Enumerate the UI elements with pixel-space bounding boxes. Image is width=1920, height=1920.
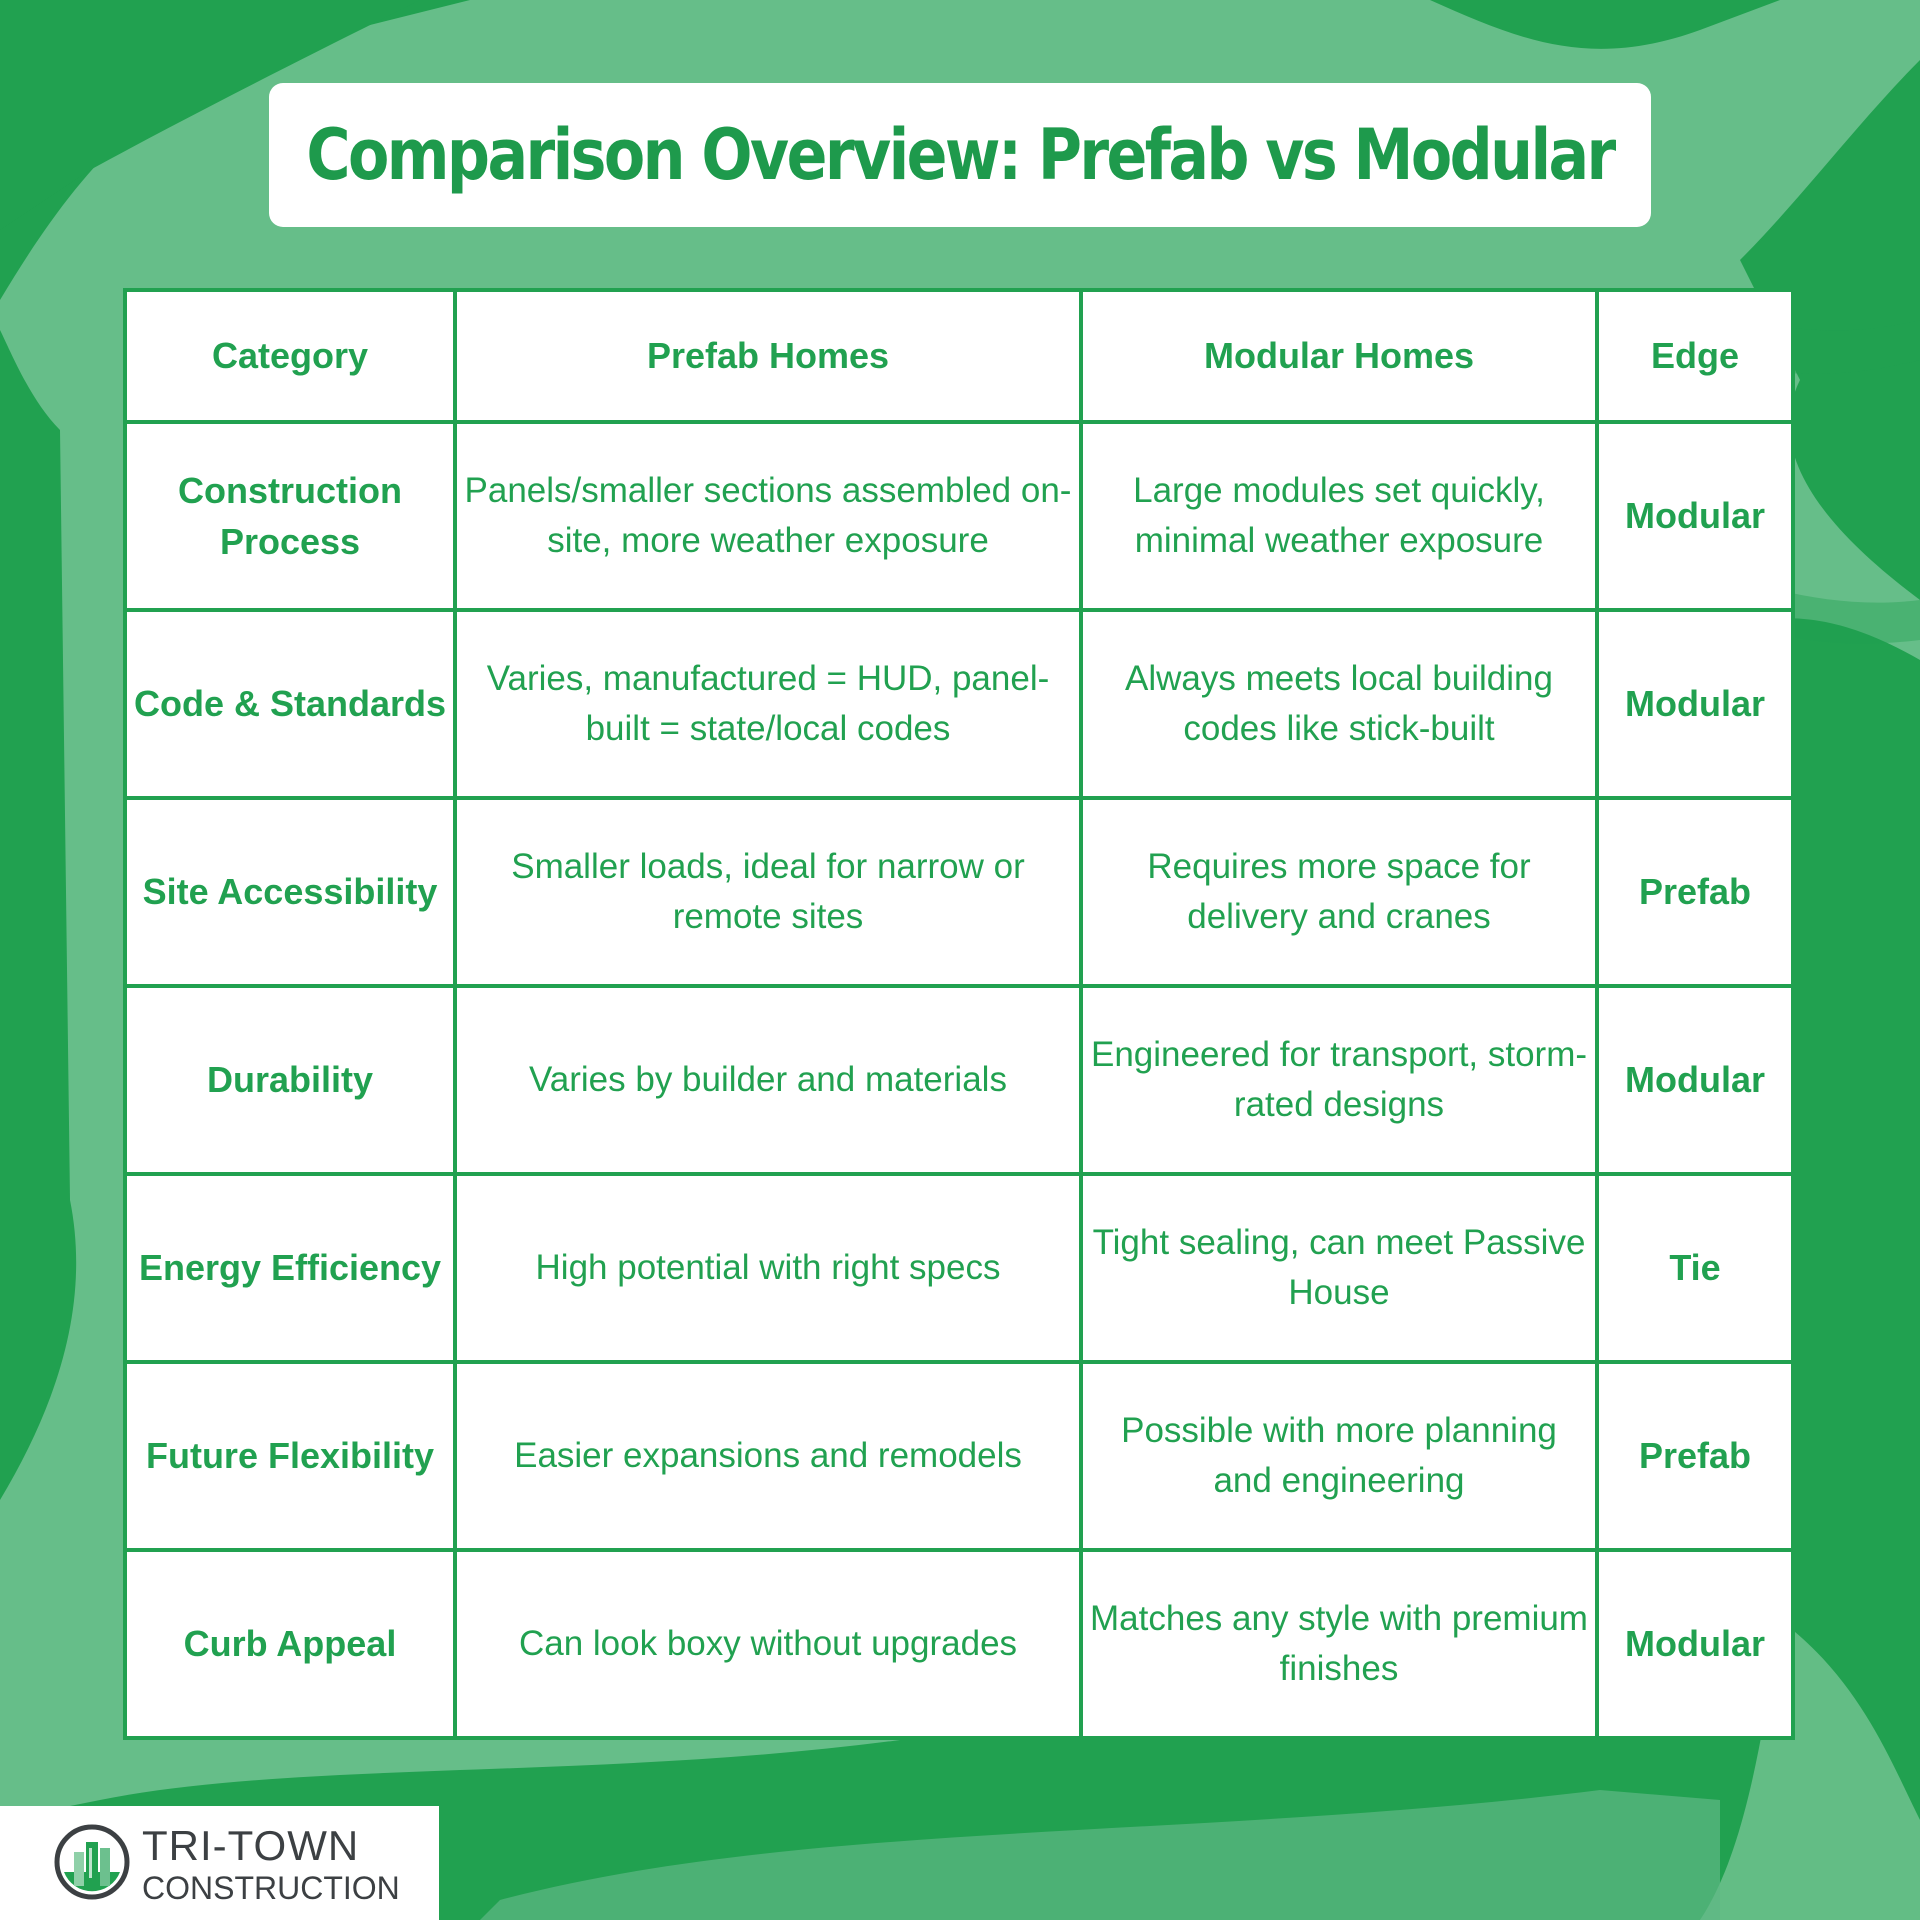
- row-prefab: Easier expansions and remodels: [455, 1362, 1081, 1550]
- row-edge: Prefab: [1597, 1362, 1793, 1550]
- table-row: [125, 1362, 1793, 1550]
- row-modular: Requires more space for delivery and cranes: [1081, 798, 1597, 986]
- row-edge: Modular: [1597, 422, 1793, 610]
- row-edge: Tie: [1597, 1174, 1793, 1362]
- page-title: Comparison Overview: Prefab vs Modular: [306, 114, 1614, 196]
- header-prefab-homes: Prefab Homes: [455, 290, 1081, 422]
- row-category: Curb Appeal: [125, 1550, 455, 1738]
- row-prefab: Panels/smaller sections assembled on-site, more weather exposure: [455, 422, 1081, 610]
- row-prefab: Varies by builder and materials: [455, 986, 1081, 1174]
- table-row: [125, 422, 1793, 610]
- row-prefab: Varies, manufactured = HUD, panel-built = state/local codes: [455, 610, 1081, 798]
- row-modular: Engineered for transport, storm-rated designs: [1081, 986, 1597, 1174]
- row-category: Site Accessibility: [125, 798, 455, 986]
- row-category: Future Flexibility: [125, 1362, 455, 1550]
- table-header-row: [125, 290, 1793, 422]
- row-prefab: Can look boxy without upgrades: [455, 1550, 1081, 1738]
- comparison-table: [123, 288, 1795, 1740]
- logo-name: TRI-TOWN: [142, 1822, 360, 1869]
- title-banner: [269, 83, 1651, 227]
- header-edge: Edge: [1597, 290, 1793, 422]
- header-category: Category: [125, 290, 455, 422]
- building-circle-icon: [52, 1822, 132, 1902]
- table-row: [125, 1174, 1793, 1362]
- row-category: Code & Standards: [125, 610, 455, 798]
- row-prefab: High potential with right specs: [455, 1174, 1081, 1362]
- row-modular: Always meets local building codes like stick-built: [1081, 610, 1597, 798]
- row-category: Construction Process: [125, 422, 455, 610]
- row-edge: Prefab: [1597, 798, 1793, 986]
- logo-subtitle: CONSTRUCTION: [142, 1870, 400, 1906]
- table-row: [125, 610, 1793, 798]
- row-prefab: Smaller loads, ideal for narrow or remote sites: [455, 798, 1081, 986]
- row-edge: Modular: [1597, 1550, 1793, 1738]
- row-category: Energy Efficiency: [125, 1174, 455, 1362]
- row-category: Durability: [125, 986, 455, 1174]
- table-row: [125, 798, 1793, 986]
- row-edge: Modular: [1597, 986, 1793, 1174]
- company-logo: [0, 1806, 439, 1920]
- row-modular: Large modules set quickly, minimal weather exposure: [1081, 422, 1597, 610]
- table-row: [125, 986, 1793, 1174]
- row-modular: Tight sealing, can meet Passive House: [1081, 1174, 1597, 1362]
- row-edge: Modular: [1597, 610, 1793, 798]
- table-row: [125, 1550, 1793, 1738]
- header-modular-homes: Modular Homes: [1081, 290, 1597, 422]
- row-modular: Matches any style with premium finishes: [1081, 1550, 1597, 1738]
- row-modular: Possible with more planning and engineering: [1081, 1362, 1597, 1550]
